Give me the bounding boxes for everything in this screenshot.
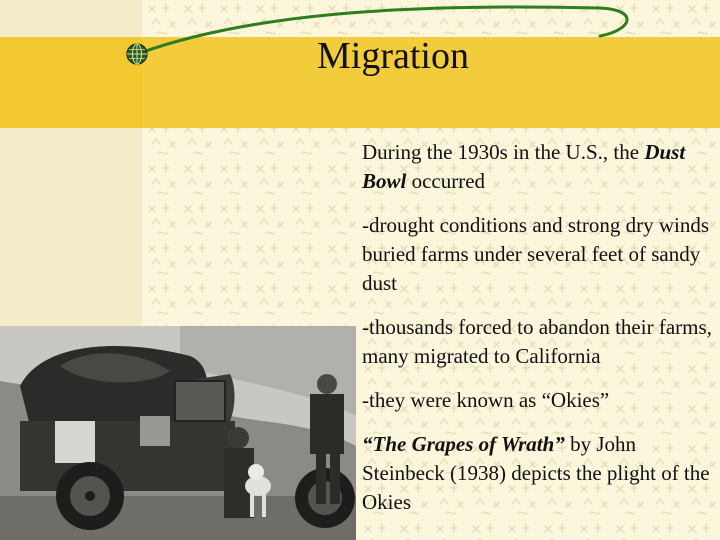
- bullet-5: [362, 430, 712, 517]
- bullet-5-text: by John Steinbeck (1938) depicts the plight of the Okies: [362, 432, 710, 514]
- bullet-list: [362, 138, 712, 532]
- globe-icon: [125, 42, 149, 66]
- bullet-2: -drought conditions and strong dry winds buried farms under several feet of sandy dust: [362, 213, 710, 295]
- bullet-1: [362, 138, 712, 196]
- dust-bowl-photo: [0, 326, 356, 540]
- slide-title: Migration: [317, 35, 469, 77]
- bullet-1-text-end: occurred: [406, 169, 486, 193]
- bullet-1-text: During the 1930s in the U.S., the: [362, 140, 645, 164]
- dust-bowl-term: Dust Bowl: [362, 140, 686, 193]
- bullet-4: -they were known as “Okies”: [362, 388, 610, 412]
- bullet-3: -thousands forced to abandon their farms, many migrated to California: [362, 315, 712, 368]
- book-title: “The Grapes of Wrath”: [362, 432, 565, 456]
